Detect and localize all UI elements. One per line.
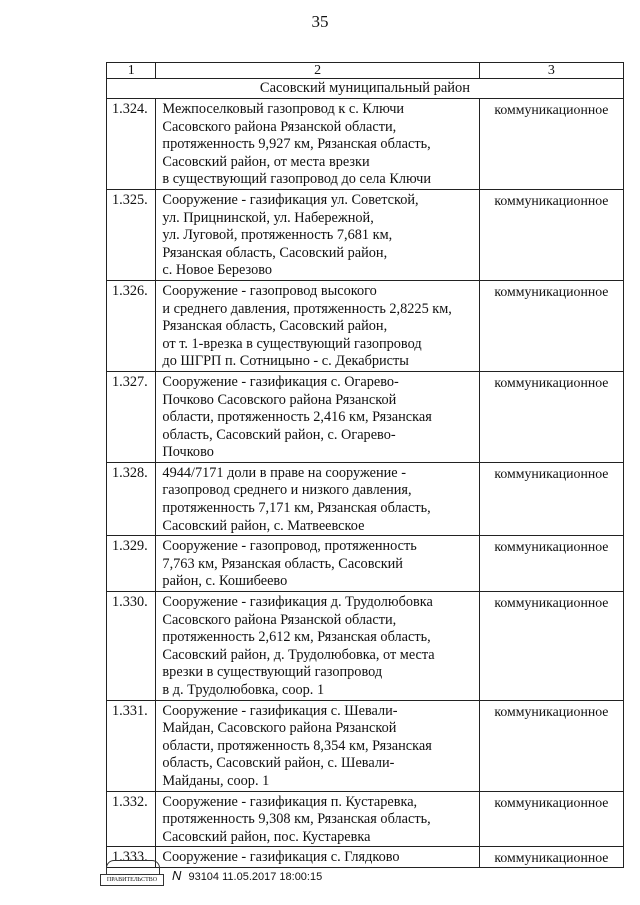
description-line: область, Сасовский район, с. Шевали-	[162, 755, 395, 772]
document-number: 93104	[188, 871, 220, 883]
description-line: в существующий газопровод до села Ключи	[162, 171, 432, 188]
table-row	[107, 99, 624, 190]
item-description	[156, 99, 479, 190]
item-number: 1.324.	[107, 99, 156, 190]
description-line: от т. 1-врезка в существующий газопровод	[162, 335, 422, 352]
table-row	[107, 592, 624, 701]
description-line: Сасовский район, от места врезки	[162, 153, 370, 170]
description-line: врезки в существующий газопровод	[162, 664, 383, 681]
document-stamp	[172, 868, 322, 883]
item-number: 1.330.	[107, 592, 156, 701]
item-number: 1.332.	[107, 791, 156, 847]
item-type: коммуникационное	[479, 700, 623, 791]
item-description	[156, 189, 479, 280]
item-type: коммуникационное	[479, 280, 623, 371]
description-line: Сооружение - газификация д. Трудолюбовка	[162, 594, 433, 611]
item-type: коммуникационное	[479, 462, 623, 535]
description-line: Рязанская область, Сасовский район,	[162, 244, 388, 261]
table-row	[107, 189, 624, 280]
description-line: Сооружение - газификация п. Кустаревка,	[162, 793, 418, 810]
item-number: 1.326.	[107, 280, 156, 371]
table-header-row	[107, 63, 624, 79]
description-line: области, протяженность 2,416 км, Рязанская	[162, 409, 432, 426]
page-number: 35	[311, 12, 329, 31]
district-row	[107, 79, 624, 99]
description-line: Майданы, соор. 1	[162, 772, 270, 789]
item-number: 1.333.	[107, 847, 156, 868]
description-line: в д. Трудолюбовка, соор. 1	[162, 682, 325, 698]
item-description	[156, 280, 479, 371]
table-row	[107, 536, 624, 592]
item-type: коммуникационное	[479, 536, 623, 592]
description-line: 7,763 км, Рязанская область, Сасовский	[162, 555, 403, 572]
item-description	[156, 536, 479, 592]
description-line: Сооружение - газопровод высокого	[162, 282, 377, 299]
government-emblem-icon	[100, 858, 164, 888]
item-description	[156, 462, 479, 535]
description-line: ул. Прицнинской, ул. Набережной,	[162, 209, 374, 226]
description-line: Сооружение - газификация с. Шевали-	[162, 702, 398, 719]
description-line: Сооружение - газификация с. Глядково	[162, 849, 400, 866]
column-header-1: 1	[107, 63, 156, 79]
description-line: протяженность 9,308 км, Рязанская область,	[162, 811, 431, 828]
district-title: Сасовский муниципальный район	[107, 79, 624, 99]
description-line: протяженность 2,612 км, Рязанская область,	[162, 629, 431, 646]
column-header-2: 2	[156, 63, 479, 79]
item-description	[156, 700, 479, 791]
description-line: Межпоселковый газопровод к с. Ключи	[162, 101, 405, 117]
description-line: 4944/7171 доли в праве на сооружение -	[162, 464, 406, 481]
item-type: коммуникационное	[479, 189, 623, 280]
item-type: коммуникационное	[479, 99, 623, 190]
document-datetime: 11.05.2017 18:00:15	[222, 871, 323, 883]
item-number: 1.325.	[107, 189, 156, 280]
description-line: Рязанская область, Сасовский район,	[162, 318, 388, 335]
description-line: с. Новое Березово	[162, 262, 273, 279]
item-description	[156, 592, 479, 701]
item-type: коммуникационное	[479, 847, 623, 868]
table-row	[107, 791, 624, 847]
description-line: Сасовский район, пос. Кустаревка	[162, 828, 371, 845]
description-line: Почково	[162, 444, 214, 461]
table-row	[107, 700, 624, 791]
description-line: область, Сасовский район, с. Огарево-	[162, 426, 396, 443]
table-row	[107, 462, 624, 535]
document-mark: N	[172, 868, 182, 883]
property-table	[106, 62, 624, 868]
column-header-3: 3	[479, 63, 623, 79]
description-line: до ШГРП п. Сотницыно - с. Декабристы	[162, 353, 409, 370]
description-line: и среднего давления, протяженность 2,8225 км,	[162, 300, 452, 317]
item-type: коммуникационное	[479, 791, 623, 847]
item-type: коммуникационное	[479, 592, 623, 701]
description-line: газопровод среднего и низкого давления,	[162, 482, 412, 499]
description-line: ул. Луговой, протяженность 7,681 км,	[162, 227, 393, 244]
description-line: протяженность 9,927 км, Рязанская область,	[162, 136, 431, 153]
description-line: протяженность 7,171 км, Рязанская область,	[162, 500, 431, 517]
item-type: коммуникационное	[479, 371, 623, 462]
description-line: области, протяженность 8,354 км, Рязанская	[162, 737, 432, 754]
description-line: Сооружение - газификация ул. Советской,	[162, 191, 419, 208]
item-description	[156, 791, 479, 847]
item-number: 1.328.	[107, 462, 156, 535]
table-row	[107, 371, 624, 462]
item-number: 1.329.	[107, 536, 156, 592]
emblem-caption: ПРАВИТЕЛЬСТВО	[100, 874, 164, 886]
description-line: Сасовского района Рязанской области,	[162, 118, 397, 135]
item-description	[156, 371, 479, 462]
description-line: Сасовского района Рязанской области,	[162, 611, 397, 628]
description-line: Сасовский район, с. Матвеевское	[162, 517, 365, 534]
description-line: район, с. Кошибеево	[162, 573, 288, 590]
description-line: Почково Сасовского района Рязанской	[162, 391, 397, 408]
item-number: 1.327.	[107, 371, 156, 462]
footer	[100, 858, 520, 888]
description-line: Сасовский район, д. Трудолюбовка, от места	[162, 646, 435, 663]
description-line: Сооружение - газопровод, протяженность	[162, 538, 417, 555]
description-line: Майдан, Сасовского района Рязанской	[162, 720, 397, 737]
item-number: 1.331.	[107, 700, 156, 791]
table-row	[107, 280, 624, 371]
description-line: Сооружение - газификация с. Огарево-	[162, 373, 399, 390]
